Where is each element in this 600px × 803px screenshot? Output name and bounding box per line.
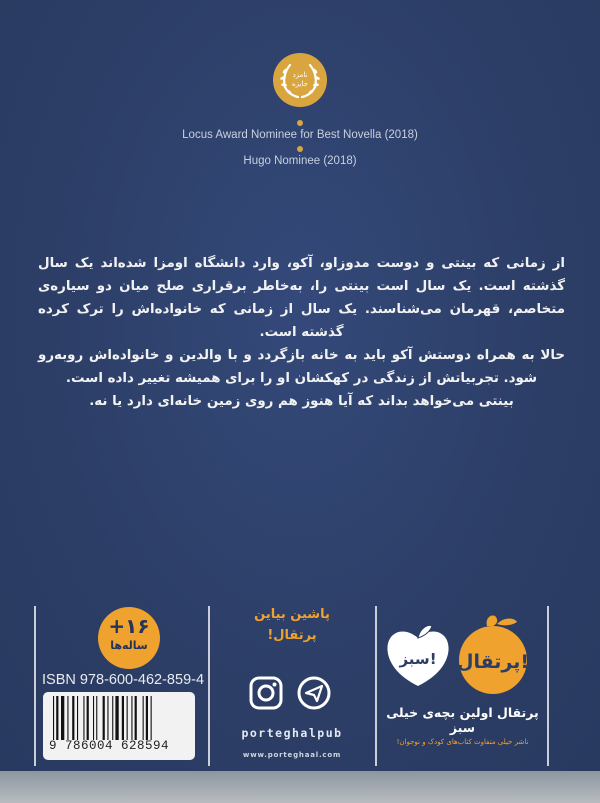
barcode-bar xyxy=(56,696,58,740)
hugo-award-text: Hugo Nominee (2018) xyxy=(243,155,357,167)
barcode-bar xyxy=(115,696,118,740)
divider xyxy=(375,606,377,766)
barcode-bar xyxy=(87,696,89,740)
porteghal-logo xyxy=(455,612,531,696)
age-rating-badge xyxy=(98,607,160,669)
barcode-number: 9 786004 628594 xyxy=(49,739,170,753)
divider xyxy=(547,606,549,766)
svg-text:پرتقال!: پرتقال! xyxy=(456,651,530,673)
barcode-bar xyxy=(151,696,152,740)
age-number: +۱۶ xyxy=(108,614,150,638)
website-link[interactable]: www.porteghaal.com xyxy=(242,751,342,759)
barcode-bar xyxy=(107,696,108,740)
barcode-bar xyxy=(83,696,84,740)
barcode-bar xyxy=(53,696,54,740)
bullet-dot xyxy=(297,146,303,152)
barcode xyxy=(43,692,195,760)
locus-award-text: Locus Award Nominee for Best Novella (2018) xyxy=(182,129,418,141)
synopsis-paragraph: از زمانی که بینتی و دوست مدوزاو، آکو، وارد دانشگاه اومزا شده‌اند یک سال گذشته است. یک سال است بینتی را، به‌خاطر برقراری صلح میان دو سیاره‌ی متخاصم، قهرمان می‌شناسند. یک سال از زمانی که خانواده‌اش را ترک کرده گذشته است. xyxy=(38,256,565,340)
synopsis-paragraph: بینتی می‌خواهد بداند که آیا هنوز هم روی زمین خانه‌ای دارد یا نه. xyxy=(89,394,514,409)
social-handle[interactable]: porteghalpub xyxy=(241,726,343,740)
bullet-dot xyxy=(297,120,303,126)
divider xyxy=(208,606,210,766)
instagram-icon[interactable] xyxy=(248,675,284,711)
barcode-bar xyxy=(103,696,105,740)
barcode-bar xyxy=(112,696,113,740)
isbn-text: ISBN 978-600-462-859-4 xyxy=(42,672,205,688)
barcode-bar xyxy=(131,696,132,740)
publisher-tagline: ناشر خیلی متفاوت کتاب‌های کودک و نوجوان! xyxy=(396,738,529,746)
barcode-bar xyxy=(93,696,94,740)
telegram-icon[interactable] xyxy=(296,675,332,711)
barcode-bar xyxy=(96,696,97,740)
barcode-bar xyxy=(135,696,137,740)
badge-text: نامزد جایزه xyxy=(292,71,308,88)
age-label: ساله‌ها xyxy=(110,639,148,652)
publisher-slogan: پرتقال اولین بچه‌ی خیلی سبز xyxy=(386,705,539,735)
barcode-bar xyxy=(146,696,148,740)
barcode-bars xyxy=(49,696,189,740)
synopsis-paragraph: حالا به همراه دوستش آکو باید به خانه بازگردد و با والدین و خانواده‌اش روبه‌رو شود. تجربیاتش از زندگی در کهکشان او را برای همیشه تغییر داده است. xyxy=(38,348,565,386)
award-laurel-badge xyxy=(273,53,327,107)
synopsis xyxy=(38,252,565,413)
follow-text-line1: پاشین بیاین xyxy=(254,607,330,622)
barcode-bar xyxy=(127,696,128,740)
barcode-bar xyxy=(77,696,78,740)
follow-text-line2: پرتقال! xyxy=(267,628,317,643)
table-surface xyxy=(0,771,600,803)
barcode-bar xyxy=(67,696,68,740)
barcode-bar xyxy=(72,696,74,740)
khili-sabz-logo xyxy=(382,620,454,692)
barcode-bar xyxy=(61,696,64,740)
barcode-bar xyxy=(122,696,124,740)
divider xyxy=(34,606,36,766)
barcode-bar xyxy=(143,696,144,740)
svg-text:سبز!: سبز! xyxy=(399,650,437,668)
